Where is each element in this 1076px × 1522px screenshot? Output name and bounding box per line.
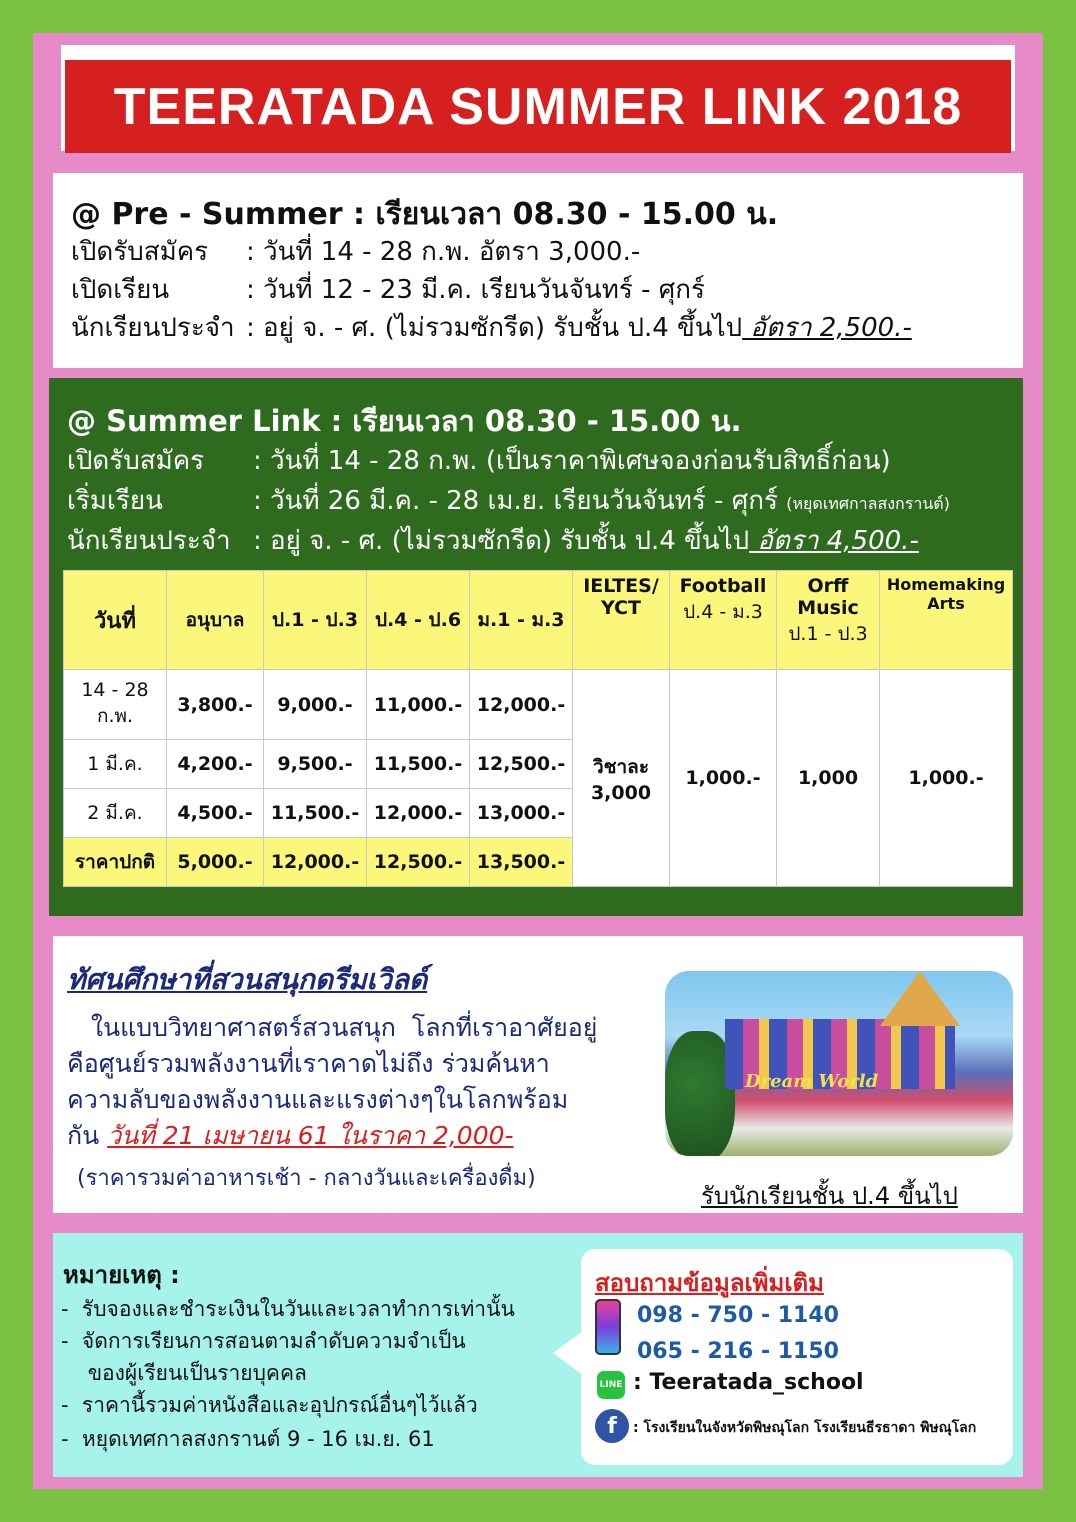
facebook-icon: f xyxy=(595,1409,629,1443)
row-value: : วันที่ 14 - 28 ก.พ. อัตรา 3,000.- xyxy=(246,237,641,267)
cell-ielts-price: วิชาละ 3,000 xyxy=(573,670,670,887)
field-trip-section xyxy=(53,936,1023,1213)
pre-summer-row xyxy=(71,307,912,348)
trip-price-note: (ราคารวมค่าอาหารเช้า - กลางวันและเครื่องดื่ม) xyxy=(77,1166,536,1191)
cell-date: 1 มี.ค. xyxy=(64,740,167,789)
pink-frame xyxy=(33,33,1043,1489)
row-label: เปิดรับสมัคร xyxy=(71,237,209,267)
cell-p4-6: 12,000.- xyxy=(367,789,470,838)
row-value: : อยู่ จ. - ศ. (ไม่รวมซักรีด) รับชั้น ป.4 ขึ้นไป xyxy=(246,313,743,343)
trip-description-line: คือศูนย์รวมพลังงานที่เราคาดไม่ถึง ร่วมค้นหา xyxy=(67,1049,550,1078)
summer-link-row xyxy=(67,520,919,561)
football-label: Football xyxy=(679,575,767,597)
pre-summer-section xyxy=(53,173,1023,368)
cell-m1-3: 13,500.- xyxy=(470,838,573,887)
trip-title: ทัศนศึกษาที่สวนสนุกดรีมเวิลด์ xyxy=(67,963,428,996)
speech-bubble-pointer xyxy=(553,1331,583,1375)
note-item: - ราคานี้รวมค่าหนังสือและอุปกรณ์อื่นๆไว้แล้ว xyxy=(61,1393,478,1417)
cell-kindergarten: 4,500.- xyxy=(167,789,264,838)
price-table xyxy=(63,570,1013,887)
row-value: : วันที่ 14 - 28 ก.พ. (เป็นราคาพิเศษจองก่อนรับสิทธิ์ก่อน) xyxy=(253,446,891,476)
trip-date-line xyxy=(67,1116,514,1156)
row-value: : วันที่ 12 - 23 มี.ค. เรียนวันจันทร์ - ศุกร์ xyxy=(246,275,705,305)
header-homemaking: Homemaking Arts xyxy=(880,571,1013,670)
notes-section xyxy=(53,1233,1023,1477)
row-label: เปิดเรียน xyxy=(71,275,170,305)
table-row xyxy=(64,670,1013,740)
trip-date-prefix: กัน xyxy=(67,1121,108,1150)
cell-kindergarten: 4,200.- xyxy=(167,740,264,789)
header-m1-3: ม.1 - ม.3 xyxy=(470,571,573,670)
contact-title: สอบถามข้อมูลเพิ่มเติม xyxy=(595,1269,824,1297)
row-value: : อยู่ จ. - ศ. (ไม่รวมซักรีด) รับชั้น ป.4 ขึ้นไป xyxy=(253,526,750,556)
cell-m1-3: 12,000.- xyxy=(470,670,573,740)
row-label: เริ่มเรียน xyxy=(67,486,163,516)
line-app-icon: LINE xyxy=(597,1371,625,1399)
football-grades: ป.4 - ม.3 xyxy=(683,601,763,623)
note-holiday: - หยุดเทศกาลสงกรานต์ 9 - 16 เม.ย. 61 xyxy=(61,1427,435,1451)
summer-link-row xyxy=(67,480,950,521)
header-date: วันที่ xyxy=(64,571,167,670)
trip-description-line: ความลับของพลังงานและแรงต่างๆในโลกพร้อม xyxy=(67,1085,569,1114)
pre-summer-row xyxy=(71,231,640,272)
note-item: - จัดการเรียนการสอนตามลำดับความจำเป็น xyxy=(61,1329,466,1353)
cell-date: 14 - 28 ก.พ. xyxy=(64,670,167,740)
cell-p1-3: 11,500.- xyxy=(264,789,367,838)
cell-homemaking-price: 1,000.- xyxy=(880,670,1013,887)
pre-summer-row xyxy=(71,269,705,310)
cell-p1-3: 9,000.- xyxy=(264,670,367,740)
phone-icon xyxy=(595,1299,621,1355)
cell-p4-6: 12,500.- xyxy=(367,838,470,887)
photo-caption: รับนักเรียนชั้น ป.4 ขึ้นไป xyxy=(701,1182,958,1210)
phone-number-1[interactable]: 098 - 750 - 1140 xyxy=(637,1303,839,1328)
row-label: นักเรียนประจำ xyxy=(67,526,231,556)
header-football xyxy=(670,571,777,670)
table-header-row xyxy=(64,571,1013,670)
line-id[interactable]: : Teeratada_school xyxy=(633,1370,864,1395)
row-value: : วันที่ 26 มี.ค. - 28 เม.ย. เรียนวันจันทร์ - ศุกร์ xyxy=(253,486,787,516)
cell-date: ราคาปกติ xyxy=(64,838,167,887)
row-label: นักเรียนประจำ xyxy=(71,313,235,343)
trip-date-price: วันที่ 21 เมษายน 61 ในราคา 2,000- xyxy=(107,1121,514,1150)
header-p1-3: ป.1 - ป.3 xyxy=(264,571,367,670)
row-label: เปิดรับสมัคร xyxy=(67,446,205,476)
cell-m1-3: 13,000.- xyxy=(470,789,573,838)
cell-p1-3: 12,000.- xyxy=(264,838,367,887)
cell-orff-price: 1,000 xyxy=(777,670,880,887)
photo-tower xyxy=(880,971,960,1026)
cell-p4-6: 11,000.- xyxy=(367,670,470,740)
header-kindergarten: อนุบาล xyxy=(167,571,264,670)
trip-description-line: ในแบบวิทยาศาสตร์สวนสนุก โลกที่เราอาศัยอยู่ xyxy=(67,1013,598,1042)
header-orff xyxy=(777,571,880,670)
photo-sign: Dream World xyxy=(745,1071,879,1092)
header-p4-6: ป.4 - ป.6 xyxy=(367,571,470,670)
orff-grades: ป.1 - ป.3 xyxy=(788,623,868,645)
cell-kindergarten: 3,800.- xyxy=(167,670,264,740)
holiday-note: (หยุดเทศกาลสงกรานต์) xyxy=(786,494,950,513)
cell-p1-3: 9,500.- xyxy=(264,740,367,789)
note-item: - รับจองและชำระเงินในวันและเวลาทำการเท่านั้น xyxy=(61,1297,515,1321)
cell-m1-3: 12,500.- xyxy=(470,740,573,789)
summer-link-row xyxy=(67,440,891,481)
contact-card xyxy=(581,1249,1013,1465)
cell-football-price: 1,000.- xyxy=(670,670,777,887)
cell-date: 2 มี.ค. xyxy=(64,789,167,838)
boarding-rate: อัตรา 4,500.- xyxy=(749,526,919,556)
cell-p4-6: 11,500.- xyxy=(367,740,470,789)
orff-label: Orff Music xyxy=(797,575,859,619)
pre-summer-heading: @ Pre - Summer : เรียนเวลา 08.30 - 15.00 น. xyxy=(71,197,779,232)
note-item: ของผู้เรียนเป็นรายบุคคล xyxy=(61,1361,307,1385)
summer-link-section xyxy=(49,378,1023,916)
page-title: TEERATADA SUMMER LINK 2018 xyxy=(65,60,1011,153)
dreamworld-photo xyxy=(665,971,1013,1156)
cell-kindergarten: 5,000.- xyxy=(167,838,264,887)
facebook-page[interactable]: : โรงเรียนในจังหวัดพิษณุโลก โรงเรียนธีรธาดา พิษณุโลก xyxy=(633,1420,977,1436)
notes-title: หมายเหตุ : xyxy=(63,1261,180,1289)
phone-number-2[interactable]: 065 - 216 - 1150 xyxy=(637,1339,839,1364)
header-ielts: IELTES/ YCT xyxy=(573,571,670,670)
summer-link-heading: @ Summer Link : เรียนเวลา 08.30 - 15.00 น. xyxy=(67,404,742,438)
boarding-rate: อัตรา 2,500.- xyxy=(742,313,912,343)
